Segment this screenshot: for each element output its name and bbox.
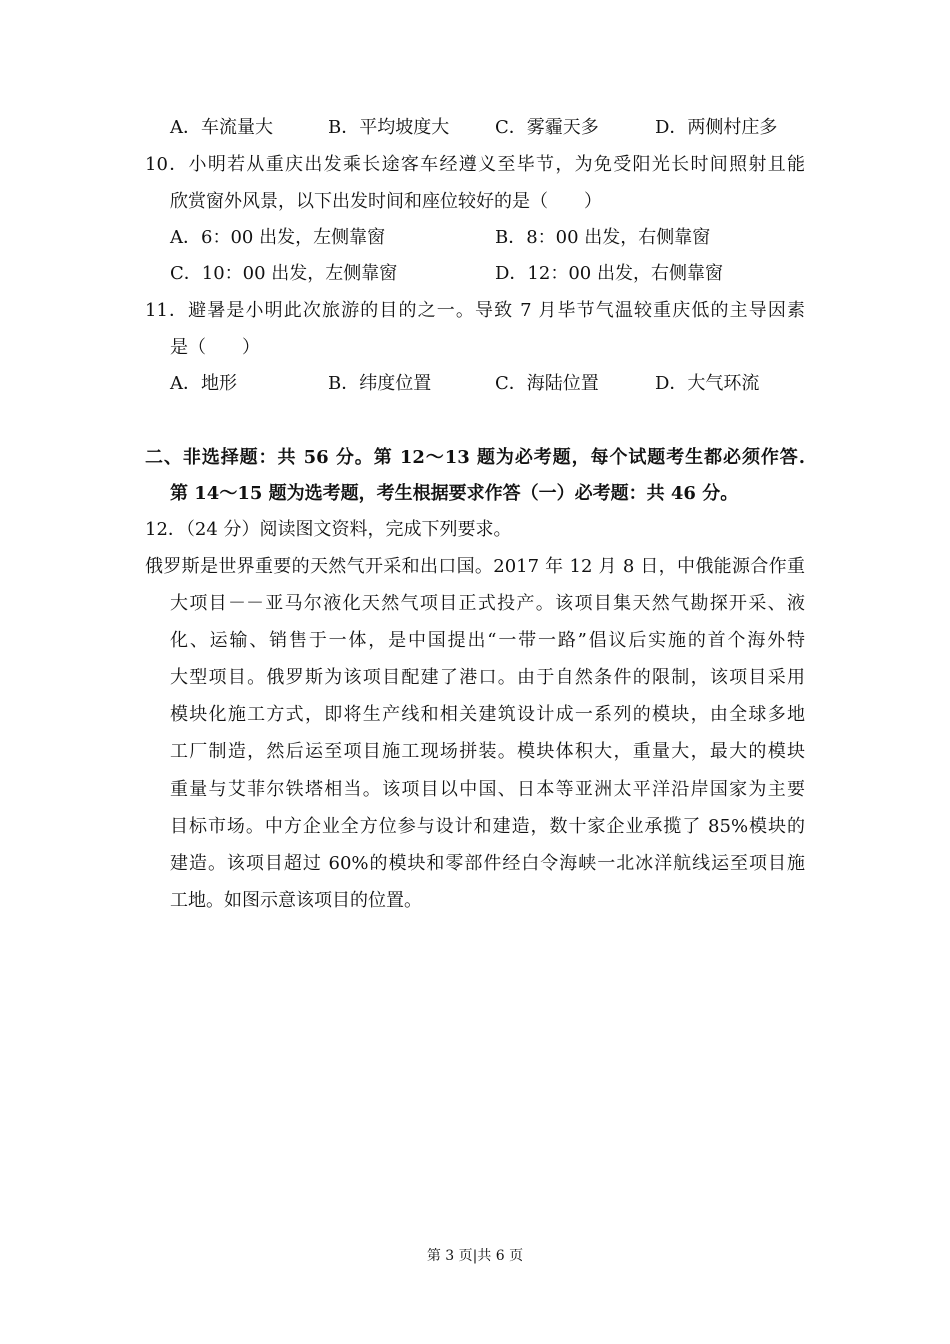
q12-paragraph-line: 工厂制造，然后运至项目施工现场拼装。模块体积大，重量大，最大的模块: [170, 741, 805, 762]
q9-option-b: B．平均坡度大: [328, 117, 450, 138]
q12-paragraph-line: 目标市场。中方企业全方位参与设计和建造，数十家企业承揽了 85%模块的: [170, 816, 805, 837]
q10-option-d: D．12：00 出发，右侧靠窗: [495, 263, 723, 284]
q10-option-a: A．6：00 出发，左侧靠窗: [170, 227, 386, 248]
q11-option-d: D．大气环流: [655, 373, 760, 394]
q12-paragraph-line: 重量与艾菲尔铁塔相当。该项目以中国、日本等亚洲太平洋沿岸国家为主要: [170, 779, 805, 800]
q11-option-c: C．海陆位置: [495, 373, 599, 394]
q10-option-c: C．10：00 出发，左侧靠窗: [170, 263, 398, 284]
q12-paragraph-line: 大型项目。俄罗斯为该项目配建了港口。由于自然条件的限制，该项目采用: [170, 667, 805, 688]
q12-paragraph-line: 化、运输、销售于一体，是中国提出“一带一路”倡议后实施的首个海外特: [170, 630, 805, 651]
section-2-line1: 二、非选择题：共 56 分。第 12～13 题为必考题，每个试题考生都必须作答.: [145, 447, 805, 468]
q12-paragraph-line: 大项目－－亚马尔液化天然气项目正式投产。该项目集天然气勘探开采、液: [170, 593, 805, 614]
q10-stem-line2: 欣赏窗外风景，以下出发时间和座位较好的是（ ）: [170, 191, 602, 212]
section-2-line2: 第 14～15 题为选考题，考生根据要求作答（一）必考题：共 46 分。: [170, 483, 739, 504]
page-footer: 第 3 页|共 6 页: [426, 1248, 524, 1264]
q12-paragraph-line: 模块化施工方式，即将生产线和相关建筑设计成一系列的模块，由全球多地: [170, 704, 805, 725]
q11-option-b: B．纬度位置: [328, 373, 432, 394]
q11-stem-line2: 是（ ）: [170, 337, 260, 358]
q9-option-c: C．雾霾天多: [495, 117, 599, 138]
q10-option-b: B．8：00 出发，右侧靠窗: [495, 227, 711, 248]
q10-stem-line1: 10．小明若从重庆出发乘长途客车经遵义至毕节，为免受阳光长时间照射且能: [145, 154, 805, 175]
q11-option-a: A．地形: [170, 373, 237, 394]
q9-option-a: A．车流量大: [170, 117, 273, 138]
q12-heading: 12．（24 分）阅读图文资料，完成下列要求。: [145, 519, 512, 540]
q9-option-d: D．两侧村庄多: [655, 117, 778, 138]
q11-stem-line1: 11．避暑是小明此次旅游的目的之一。导致 7 月毕节气温较重庆低的主导因素: [145, 300, 805, 321]
q12-paragraph-line: 建造。该项目超过 60%的模块和零部件经白令海峡一北冰洋航线运至项目施: [170, 853, 805, 874]
q12-paragraph-line: 俄罗斯是世界重要的天然气开采和出口国。2017 年 12 月 8 日，中俄能源合作重: [145, 556, 805, 577]
q12-paragraph-line: 工地。如图示意该项目的位置。: [170, 890, 422, 911]
